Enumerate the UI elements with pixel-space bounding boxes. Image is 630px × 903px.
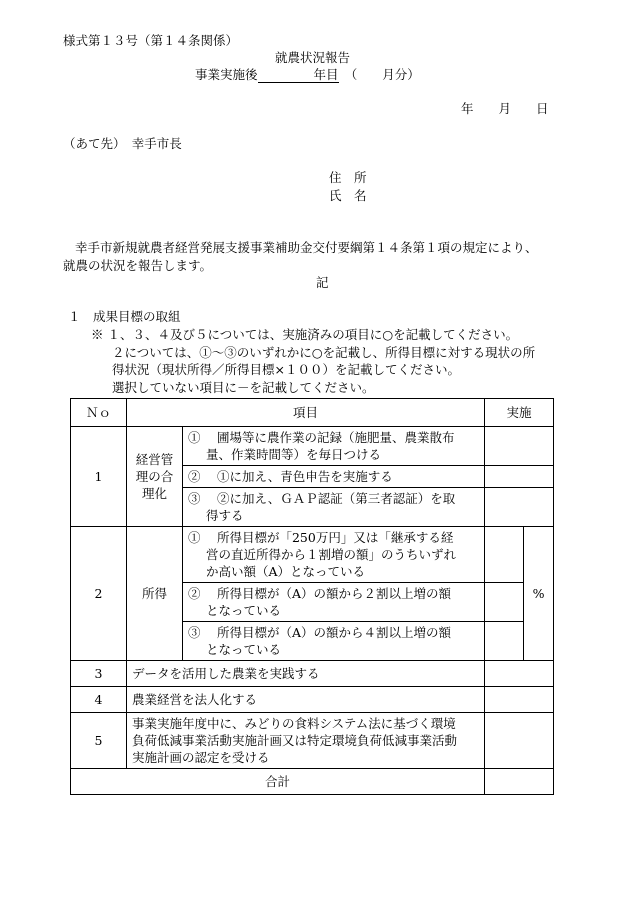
row1-sub1: ① 圃場等に農作業の記録（施肥量、農業散布 量、作業時間等）を毎日つける	[183, 427, 485, 466]
subtitle-prefix: 事業実施後	[195, 67, 258, 82]
row1-sub3-done-cell[interactable]	[485, 488, 554, 527]
row1-sub2-done-cell[interactable]	[485, 466, 554, 488]
row5-done-cell[interactable]	[485, 713, 554, 769]
row2-sub3: ③ 所得目標が（A）の額から４割以上増の額 となっている	[183, 622, 485, 661]
row5-item: 事業実施年度中に、みどりの食料システム法に基づく環境 負荷低減事業活動実施計画又は特定環境負荷低減事業活動 実施計画の認定を受ける	[127, 713, 485, 769]
row3-no: 3	[71, 661, 127, 687]
form-number: 様式第１３号（第１４条関係）	[63, 33, 239, 48]
table-row	[71, 661, 554, 687]
row2-sub1: ① 所得目標が「250万円」又は「継承する経 営の直近所得から１割増の額」のうちいずれ か高い額（A）となっている	[183, 527, 485, 583]
row1-no: 1	[71, 427, 127, 527]
subtitle-month: （ 月分）	[351, 67, 420, 82]
date-line: 年 月 日	[461, 101, 549, 116]
table-row	[71, 427, 554, 466]
body-line-2: 就農の状況を報告します。	[63, 258, 213, 273]
row1-category: 経営管 理の合 理化	[127, 427, 183, 527]
table-row	[71, 713, 554, 769]
row1-sub1-done-cell[interactable]	[485, 427, 554, 466]
year-blank	[258, 69, 314, 83]
table-total-row	[71, 769, 554, 795]
page-title: 就農状況報告	[275, 50, 351, 65]
row1-sub3: ③ ②に加え、ＧＡＰ認証（第三者認証）を取 得する	[183, 488, 485, 527]
row2-sub3-done-cell[interactable]	[485, 622, 524, 661]
table-row	[71, 687, 554, 713]
table-header-row	[71, 399, 554, 427]
row5-no: 5	[71, 713, 127, 769]
note-line-2: ２については、①～③のいずれかに○を記載し、所得目標に対する現状の所	[112, 345, 536, 360]
row4-item: 農業経営を法人化する	[127, 687, 485, 713]
row2-sub1-done-cell[interactable]	[485, 527, 524, 583]
header-done: 実施	[485, 399, 554, 427]
header-item: 項目	[127, 399, 485, 427]
row2-no: 2	[71, 527, 127, 661]
row2-category: 所得	[127, 527, 183, 661]
row2-sub2-done-cell[interactable]	[485, 583, 524, 622]
header-no: Ｎｏ	[71, 399, 127, 427]
row4-done-cell[interactable]	[485, 687, 554, 713]
goals-table	[70, 398, 554, 795]
row1-sub2: ② ①に加え、青色申告を実施する	[183, 466, 485, 488]
name-label: 氏 名	[329, 188, 367, 203]
row3-item: データを活用した農業を実践する	[127, 661, 485, 687]
row2-percent-unit: %	[524, 527, 554, 661]
address-label: 住 所	[329, 170, 367, 185]
subtitle	[195, 67, 420, 83]
total-done-cell[interactable]	[485, 769, 554, 795]
note-line-1: ※ １、３、４及び５については、実施済みの項目に○を記載してください。	[91, 327, 519, 342]
note-line-4: 選択していない項目に－を記載してください。	[112, 380, 375, 395]
row3-done-cell[interactable]	[485, 661, 554, 687]
ki-label: 記	[316, 275, 329, 290]
total-label: 合計	[71, 769, 485, 795]
note-line-3: 得状況（現状所得／所得目標×１００）を記載してください。	[112, 362, 460, 377]
section-title: １ 成果目標の取組	[68, 309, 181, 324]
row2-sub2: ② 所得目標が（A）の額から２割以上増の額 となっている	[183, 583, 485, 622]
row4-no: 4	[71, 687, 127, 713]
subtitle-year-suffix: 年目	[313, 67, 339, 82]
addressee: （あて先） 幸手市長	[63, 136, 182, 151]
body-line-1: 幸手市新規就農者経営発展支援事業補助金交付要綱第１４条第１項の規定により、	[75, 240, 538, 255]
table-row	[71, 527, 554, 583]
